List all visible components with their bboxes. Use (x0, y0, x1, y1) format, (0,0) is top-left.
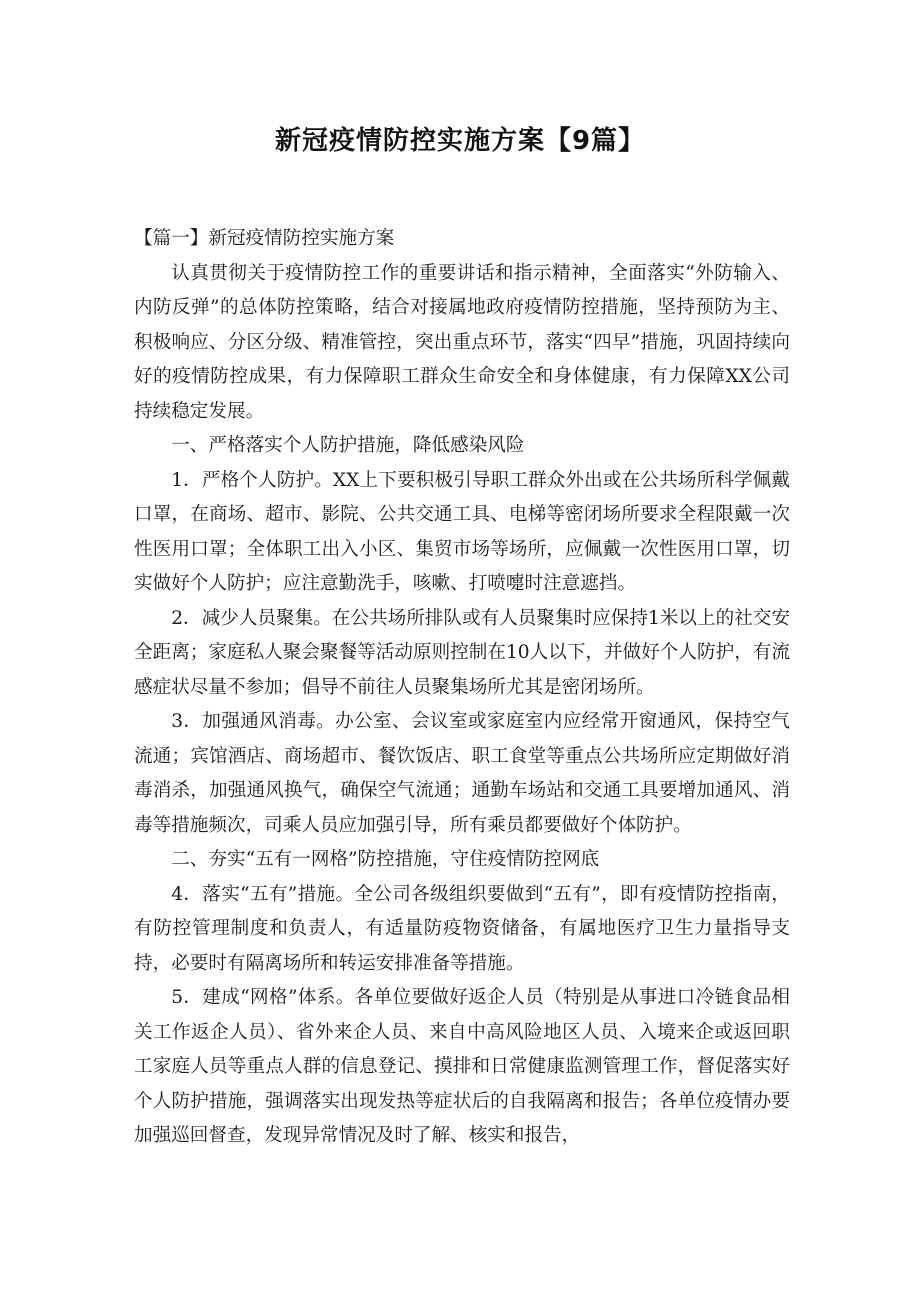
section-heading-1: 一、严格落实个人防护措施，降低感染风险 (171, 435, 525, 456)
document-body (134, 222, 790, 1154)
paragraph-item-3: 3．加强通风消毒。办公室、会议室或家庭室内应经常开窗通风，保持空气流通；宾馆酒店、商场超市、餐饮饭店、职工食堂等重点公共场所应定期做好消毒消杀，加强通风换气，确保空气流通；通勤车场站和交通工具要增加通风、消毒等措施频次，司乘人员应加强引导，所有乘员都要做好个体防护。 (134, 711, 790, 836)
paragraph-item-2: 2．减少人员聚集。在公共场所排队或有人员聚集时应保持1米以上的社交安全距离；家庭私人聚会聚餐等活动原则控制在10人以下，并做好个人防护，有流感症状尽量不参加；倡导不前往人员聚集场所尤其是密闭场所。 (134, 607, 790, 698)
section-heading-2: 二、夯实“五有一网格”防控措施，守住疫情防控网底 (171, 849, 600, 870)
chapter-heading: 【篇一】新冠疫情防控实施方案 (134, 228, 395, 249)
paragraph-item-1: 1．严格个人防护。XX上下要积极引导职工群众外出或在公共场所科学佩戴口罩，在商场、超市、影院、公共交通工具、电梯等密闭场所要求全程限戴一次性医用口罩；全体职工出入小区、集贸市场等场所，应佩戴一次性医用口罩，切实做好个人防护；应注意勤洗手，咳嗽、打喷嚏时注意遮挡。 (134, 469, 790, 594)
paragraph-item-4: 4．落实“五有”措施。全公司各级组织要做到“五有”，即有疫情防控指南，有防控管理制度和负责人，有适量防疫物资储备，有属地医疗卫生力量指导支持，必要时有隔离场所和转运安排准备等措施。 (134, 883, 790, 974)
paragraph-item-5: 5．建成“网格”体系。各单位要做好返企人员（特别是从事进口冷链食品相关工作返企人员）、省外来企人员、来自中高风险地区人员、入境来企或返回职工家庭人员等重点人群的信息登记、摸排和日常健康监测管理工作，督促落实好个人防护措施，强调落实出现发热等症状后的自我隔离和报告；各单位疫情办要加强巡回督查，发现异常情况及时了解、核实和报告， (134, 987, 790, 1146)
intro-paragraph: 认真贯彻关于疫情防控工作的重要讲话和指示精神，全面落实“外防输入、内防反弹”的总体防控策略，结合对接属地政府疫情防控措施，坚持预防为主、积极响应、分区分级、精准管控，突出重点环节，落实“四早”措施，巩固持续向好的疫情防控成果，有力保障职工群众生命安全和身体健康，有力保障XX公司持续稳定发展。 (134, 262, 790, 422)
document-title: 新冠疫情防控实施方案【9篇】 (274, 126, 646, 156)
